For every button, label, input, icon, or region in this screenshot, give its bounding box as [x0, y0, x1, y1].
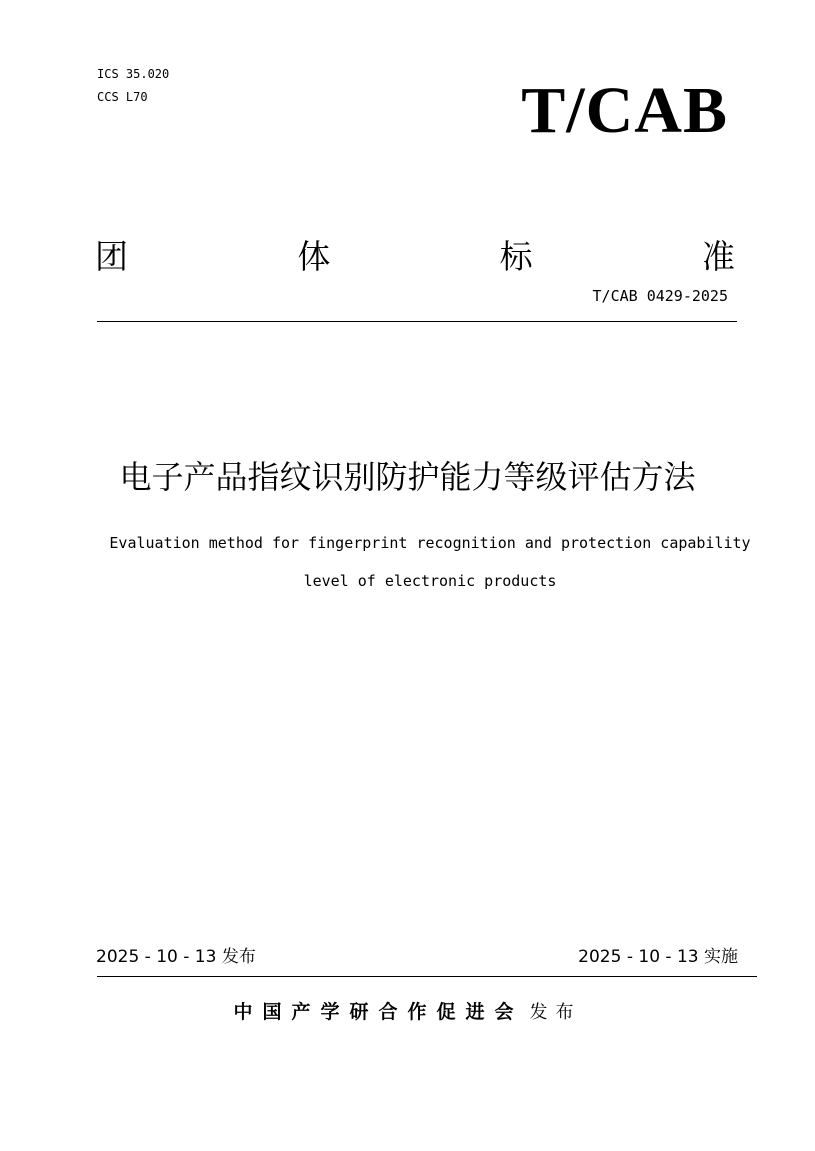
standard-type-char: 团 [95, 237, 128, 276]
standard-type-char: 体 [297, 237, 331, 276]
standard-logo: T/CAB [521, 74, 728, 147]
footer-divider [97, 976, 757, 977]
publisher-verb: 发布 [529, 1002, 582, 1023]
ics-code: ICS 35.020 [97, 67, 170, 81]
classification-codes [97, 63, 169, 109]
publish-date: 2025 - 10 - 13 发布 [96, 947, 256, 967]
standard-type-char: 标 [499, 237, 533, 276]
standard-number: T/CAB 0429-2025 [592, 287, 728, 305]
english-title-line: Evaluation method for fingerprint recognition and protection capability [109, 534, 751, 552]
date-row [96, 942, 738, 967]
publisher-line [0, 997, 815, 1024]
document-title-chinese: 电子产品指纹识别防护能力等级评估方法 [119, 458, 696, 496]
standard-type-heading [95, 237, 735, 276]
standard-type-char: 准 [701, 237, 735, 276]
document-title-english [30, 524, 815, 600]
implement-date: 2025 - 10 - 13 实施 [578, 947, 738, 967]
publisher-organization: 中国产学研合作促进会 [233, 1001, 524, 1023]
header-divider [97, 321, 737, 322]
ccs-code: CCS L70 [97, 90, 148, 104]
english-title-line: level of electronic products [303, 572, 557, 590]
